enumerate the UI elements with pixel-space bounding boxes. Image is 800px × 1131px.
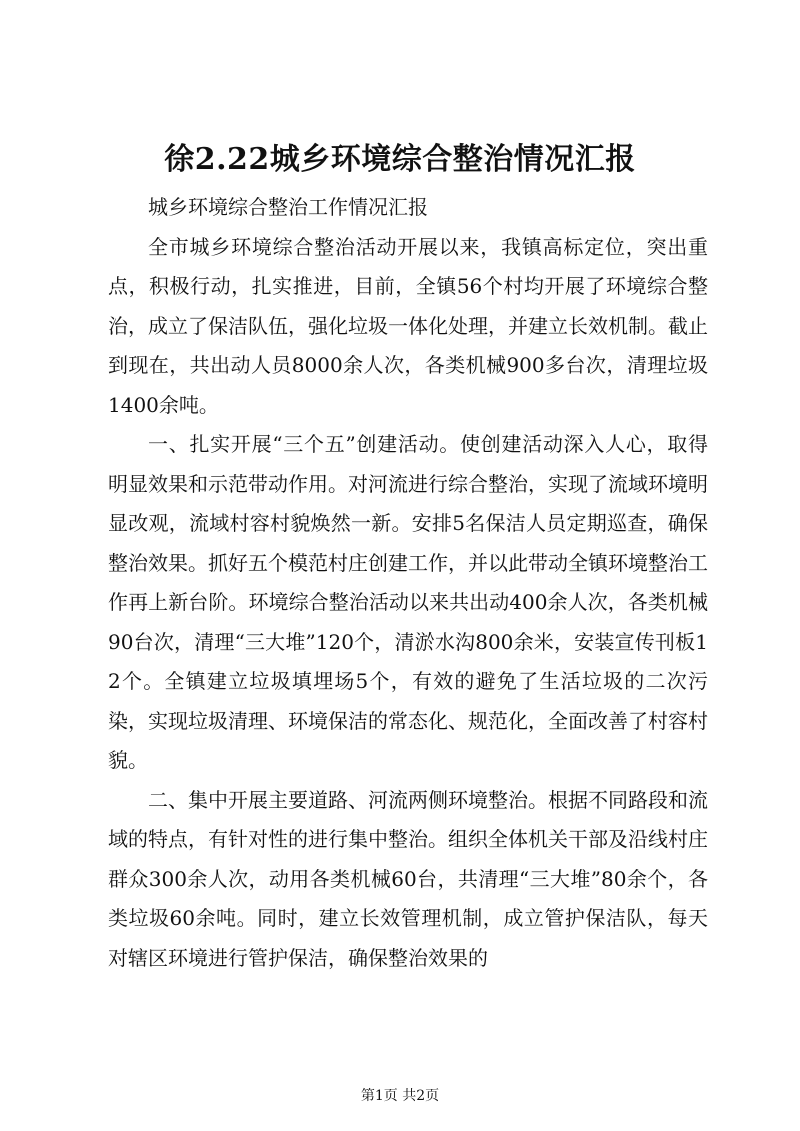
document-body (108, 188, 708, 978)
paragraph-intro: 全市城乡环境综合整治活动开展以来，我镇高标定位，突出重点，积极行动，扎实推进，目前，全镇56个村均开展了环境综合整治，成立了保洁队伍，强化垃圾一体化处理，并建立长效机制。截止到现在，共出动人员8000余人次，各类机械900多台次，清理垃圾1400余吨。 (108, 234, 708, 417)
paragraph-section-2: 二、集中开展主要道路、河流两侧环境整治。根据不同路段和流域的特点，有针对性的进行集中整治。组织全体机关干部及沿线村庄群众300余人次，动用各类机械60台，共清理“三大堆”80余个，各类垃圾60余吨。同时，建立长效管理机制，成立管护保洁队，每天对辖区环境进行管护保洁，确保整治效果的 (108, 787, 708, 970)
document-title: 徐2.22城乡环境综合整治情况汇报 (164, 142, 636, 177)
paragraph-section-1: 一、扎实开展“三个五”创建活动。使创建活动深入人心，取得明显效果和示范带动作用。对河流进行综合整治，实现了流域环境明显改观，流域村容村貌焕然一新。安排5名保洁人员定期巡查，确保整治效果。抓好五个模范村庄创建工作，并以此带动全镇环境整治工作再上新台阶。环境综合整治活动以来共出动400余人次，各类机械90台次，清理“三大堆”120个，清淤水沟800余米，安装宣传刊板12个。全镇建立垃圾填埋场5个，有效的避免了生活垃圾的二次污染，实现垃圾清理、环境保洁的常态化、规范化，全面改善了村容村貌。 (108, 432, 708, 772)
page-footer: 第1页 共2页 (360, 1088, 440, 1104)
document-subtitle: 城乡环境综合整治工作情况汇报 (148, 195, 428, 219)
